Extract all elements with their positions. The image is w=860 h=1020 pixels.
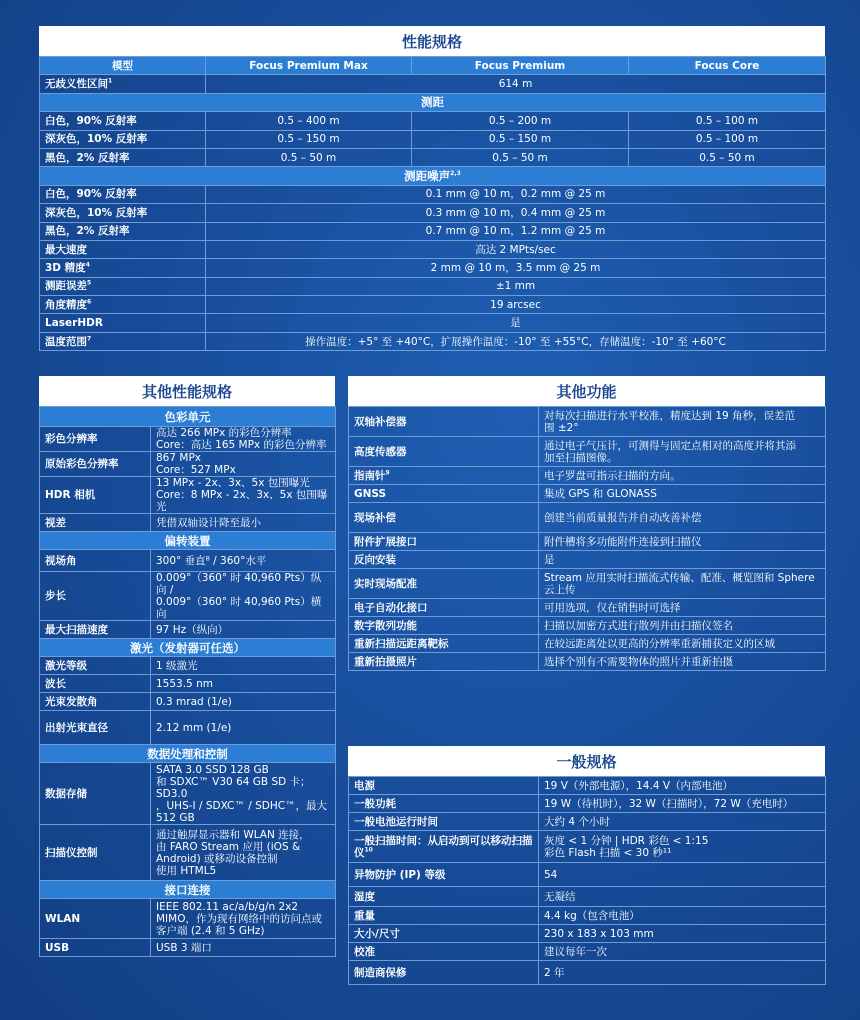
row-label-text: 最大扫描速度	[45, 623, 108, 636]
noise-row	[40, 314, 826, 332]
row-label-text: 深灰色，10% 反射率	[45, 133, 148, 146]
row-value-line: 高达 266 MPx 的彩色分辨率	[156, 427, 292, 439]
row-value-line: Stream 应用实时扫描流式传输、配准、概览图和 Sphere	[544, 571, 815, 584]
row-value-line: 0.009°（360° 时 40,960 Pts）纵向 /	[156, 572, 322, 596]
general-row	[349, 943, 826, 961]
function-row	[349, 485, 826, 503]
row-value-line: 19 W（待机时），32 W（扫描时），72 W（充电时）	[544, 797, 794, 810]
section-row	[40, 745, 336, 763]
noise-value: 操作温度：+5° 至 +40°C，扩展操作温度：-10° 至 +55°C，存储温度：-10° 至 +60°C	[206, 332, 826, 350]
row-value-line: 0.3 mrad (1/e)	[156, 695, 232, 708]
ranging-value: 0.5 – 50 m	[412, 148, 629, 166]
row-label	[349, 961, 539, 985]
row-label	[349, 503, 539, 533]
function-row	[349, 437, 826, 467]
row-label-text: 重新扫描远距离靶标	[354, 637, 449, 650]
function-row	[349, 407, 826, 437]
row-label	[40, 514, 151, 532]
row-label	[349, 617, 539, 635]
row-value	[539, 943, 826, 961]
row-label	[40, 621, 151, 639]
row-label	[349, 887, 539, 907]
header-cell: Focus Premium	[412, 57, 629, 75]
row-value	[151, 675, 336, 693]
row-label-text: 制造商保修	[354, 966, 407, 979]
row-value	[539, 599, 826, 617]
section-row	[40, 93, 826, 111]
row-value-line: 附件槽将多功能附件连接到扫描仪	[544, 535, 702, 548]
header-row	[40, 57, 826, 75]
row-value	[539, 467, 826, 485]
row-value-line: 由 FARO Stream 应用 (iOS &	[156, 840, 301, 853]
ranging-row	[40, 148, 826, 166]
row-label	[40, 550, 151, 572]
row-value-line: 2.12 mm (1/e)	[156, 721, 232, 734]
spec-row	[40, 621, 336, 639]
other-performance-title: 其他性能规格	[39, 376, 335, 406]
row-value-line: 在较远距离处以更高的分辨率重新捕获定义的区域	[544, 637, 775, 650]
row-value	[151, 763, 336, 825]
row-value-line: 230 x 183 x 103 mm	[544, 927, 654, 940]
noise-value: ±1 mm	[206, 277, 826, 295]
row-value	[151, 621, 336, 639]
row-value-line: Core：527 MPx	[156, 464, 236, 476]
ranging-value: 0.5 – 100 m	[629, 130, 826, 148]
noise-row	[40, 259, 826, 277]
general-spec-table	[348, 776, 826, 985]
noise-row	[40, 204, 826, 222]
ranging-value: 0.5 – 400 m	[206, 112, 412, 130]
noise-value: 是	[206, 314, 826, 332]
row-label	[349, 795, 539, 813]
row-value-line: 灰度 < 1 分钟 | HDR 彩色 < 1:15	[544, 834, 709, 847]
row-label-text: 扫描仪控制	[45, 846, 98, 859]
noise-value: 高达 2 MPts/sec	[206, 240, 826, 258]
row-value-line: 加至扫描图像。	[544, 451, 618, 464]
row-value	[151, 427, 336, 452]
function-row	[349, 653, 826, 671]
row-label	[40, 296, 206, 314]
row-label	[40, 204, 206, 222]
row-value-line: 扫描以加密方式进行散列并由扫描仪签名	[544, 619, 733, 632]
row-value-line: 使用 HTML5	[156, 864, 217, 877]
general-row	[349, 831, 826, 863]
spec-row	[40, 477, 336, 514]
row-value-line: 电子罗盘可指示扫描的方向。	[544, 469, 681, 482]
row-label-text: 黑色，2% 反射率	[45, 225, 130, 238]
row-label-text: 附件扩展接口	[354, 535, 417, 548]
row-label-text: 现场补偿	[354, 511, 396, 524]
noise-row	[40, 240, 826, 258]
spec-row	[40, 711, 336, 745]
row-label-text: 一般电池运行时间	[354, 815, 438, 828]
row-label	[40, 763, 151, 825]
row-label	[349, 635, 539, 653]
row-value-line: SATA 3.0 SSD 128 GB	[156, 763, 269, 776]
ranging-row	[40, 130, 826, 148]
row-label	[40, 572, 151, 621]
row-label	[40, 657, 151, 675]
header-cell: Focus Premium Max	[206, 57, 412, 75]
row-label	[40, 675, 151, 693]
noise-value: 0.3 mm @ 10 m，0.4 mm @ 25 m	[206, 204, 826, 222]
row-label	[40, 452, 151, 477]
row-value-line: 通过触屏显示器和 WLAN 连接，	[156, 828, 310, 841]
row-label	[349, 943, 539, 961]
row-value-line: 97 Hz（纵向）	[156, 623, 229, 636]
spec-row	[40, 939, 336, 957]
spec-row	[40, 657, 336, 675]
row-value-line: 54	[544, 868, 558, 881]
general-row	[349, 887, 826, 907]
row-label	[349, 467, 539, 485]
row-value-line: 通过电子气压计，可测得与固定点相对的高度并将其添	[544, 439, 796, 452]
row-value	[539, 831, 826, 863]
row-value	[151, 693, 336, 711]
row-value-line: 对每次扫描进行水平校准，精度达到 19 角秒，误差范	[544, 409, 796, 422]
row-label-text: 重量	[354, 909, 375, 922]
row-label-text: 深灰色，10% 反射率	[45, 206, 148, 219]
row-value-line: 0.009°（360° 时 40,960 Pts）横向	[156, 596, 322, 620]
footnote-mark: 9	[385, 469, 390, 476]
general-row	[349, 925, 826, 943]
performance-spec-title: 性能规格	[39, 26, 825, 56]
section-title: 色彩单元	[40, 407, 336, 427]
row-value-line: 凭借双轴设计降至最小	[156, 516, 261, 529]
row-label-text: HDR 相机	[45, 489, 96, 501]
row-value-line: 云上传	[544, 583, 576, 596]
row-label	[349, 569, 539, 599]
section-title: 偏转装置	[40, 532, 336, 550]
row-label-text: 电源	[354, 779, 375, 792]
row-label-text: 白色，90% 反射率	[45, 188, 137, 201]
row-label	[40, 185, 206, 203]
general-row	[349, 863, 826, 887]
noise-value: 0.1 mm @ 10 m，0.2 mm @ 25 m	[206, 185, 826, 203]
row-value-line: 300° 垂直⁸ / 360°水平	[156, 554, 267, 567]
footnote-mark: 4	[85, 261, 90, 269]
row-value	[539, 777, 826, 795]
noise-row	[40, 222, 826, 240]
header-cell: Focus Core	[629, 57, 826, 75]
row-label-text: 步长	[45, 590, 66, 602]
row-label	[349, 863, 539, 887]
row-label	[40, 939, 151, 957]
row-label	[349, 599, 539, 617]
row-label-text: 校准	[354, 945, 375, 958]
ranging-value: 0.5 – 50 m	[206, 148, 412, 166]
row-value	[539, 533, 826, 551]
ranging-value: 0.5 – 150 m	[412, 130, 629, 148]
ranging-value: 0.5 – 150 m	[206, 130, 412, 148]
row-value-line: Core：8 MPx - 2x、3x、5x 包围曝光	[156, 489, 328, 513]
row-value-line: 和 SDXC™ V30 64 GB SD 卡；SD3.0	[156, 775, 311, 800]
section-title: 激光（发射器可任选）	[40, 639, 336, 657]
row-value-line: 2 年	[544, 966, 565, 979]
row-value-line: Core：高达 165 MPx 的彩色分辨率	[156, 439, 327, 451]
general-row	[349, 961, 826, 985]
row-value-line: 13 MPx - 2x、3x、5x 包围曝光	[156, 477, 310, 489]
row-label-text: 异物防护 (IP) 等级	[354, 868, 446, 881]
row-label-text: 大小/尺寸	[354, 927, 400, 940]
row-label	[349, 485, 539, 503]
row-value-line: 集成 GPS 和 GLONASS	[544, 487, 657, 500]
other-performance-panel	[39, 376, 335, 957]
row-value-line: USB 3 端口	[156, 941, 212, 954]
row-label	[349, 925, 539, 943]
footnote-mark: 1	[108, 77, 113, 85]
row-value	[151, 550, 336, 572]
ambiguity-value: 614 m	[206, 75, 826, 93]
row-value	[539, 485, 826, 503]
row-label-text: 视差	[45, 516, 66, 529]
row-value	[539, 961, 826, 985]
performance-spec-panel	[39, 26, 825, 351]
row-label	[40, 112, 206, 130]
spec-row	[40, 427, 336, 452]
section-row	[40, 881, 336, 899]
row-label-text: 重新拍摄照片	[354, 655, 417, 668]
performance-spec-table	[39, 56, 826, 351]
row-label	[40, 427, 151, 452]
row-label-text: 测距误差	[45, 280, 87, 293]
row-value	[539, 863, 826, 887]
row-label	[40, 332, 206, 350]
spec-row	[40, 899, 336, 939]
row-value-line: 围 ±2°	[544, 421, 579, 434]
row-value	[539, 503, 826, 533]
row-label-text: 彩色分辨率	[45, 433, 98, 445]
function-row	[349, 533, 826, 551]
general-spec-title: 一般规格	[348, 746, 825, 776]
row-value	[539, 795, 826, 813]
function-row	[349, 551, 826, 569]
row-label-text: 视场角	[45, 554, 77, 567]
function-row	[349, 503, 826, 533]
row-label	[349, 813, 539, 831]
row-value-line: 1 级激光	[156, 659, 198, 672]
section-row	[40, 407, 336, 427]
row-value	[151, 711, 336, 745]
row-value-line: IEEE 802.11 ac/a/b/g/n 2x2	[156, 900, 299, 913]
row-label	[349, 407, 539, 437]
row-label	[349, 533, 539, 551]
row-label-text: 原始彩色分辨率	[45, 458, 119, 470]
section-title: 数据处理和控制	[40, 745, 336, 763]
row-label-text: 激光等级	[45, 659, 87, 672]
other-functions-table	[348, 406, 826, 671]
general-row	[349, 777, 826, 795]
row-label-text: USB	[45, 941, 70, 954]
section-row	[40, 639, 336, 657]
function-row	[349, 467, 826, 485]
row-label-text: LaserHDR	[45, 317, 103, 330]
row-label	[40, 693, 151, 711]
spec-row	[40, 550, 336, 572]
footnote-mark: 10	[364, 846, 373, 853]
row-value	[151, 657, 336, 675]
row-label-text: 无歧义性区间	[45, 78, 108, 91]
row-value	[539, 887, 826, 907]
general-row	[349, 813, 826, 831]
row-value	[151, 514, 336, 532]
row-value	[539, 437, 826, 467]
row-value	[151, 572, 336, 621]
row-label-text: GNSS	[354, 487, 387, 500]
other-functions-panel	[348, 376, 825, 671]
row-value-line: 大约 4 个小时	[544, 815, 610, 828]
spec-row	[40, 825, 336, 881]
row-label-text: 白色，90% 反射率	[45, 114, 137, 127]
row-label-text: 电子自动化接口	[354, 601, 428, 614]
row-value	[151, 477, 336, 514]
row-label	[40, 711, 151, 745]
spec-row	[40, 763, 336, 825]
row-label-text: 高度传感器	[354, 445, 407, 458]
row-value-line: MIMO，作为现有网络中的访问点或	[156, 912, 322, 925]
row-value	[539, 813, 826, 831]
row-value	[539, 653, 826, 671]
section-title: 接口连接	[40, 881, 336, 899]
row-label	[40, 240, 206, 258]
other-performance-table	[39, 406, 336, 957]
row-value	[151, 825, 336, 881]
row-value-line: 可用选项，仅在销售时可选择	[544, 601, 681, 614]
row-label-text: 波长	[45, 677, 66, 690]
row-label-text: 黑色，2% 反射率	[45, 151, 130, 164]
row-value	[539, 925, 826, 943]
row-label	[40, 314, 206, 332]
row-value-line: 选择个别有不需要物体的照片并重新拍摄	[544, 655, 733, 668]
footnote-mark: 5	[87, 279, 92, 287]
ambiguity-row	[40, 75, 826, 93]
row-value-line: 是	[544, 553, 555, 566]
row-label	[40, 259, 206, 277]
row-value-line: 867 MPx	[156, 452, 201, 464]
row-label-text: 湿度	[354, 890, 375, 903]
noise-section-text: 测距噪声	[404, 169, 451, 184]
row-value	[151, 899, 336, 939]
row-value-line: 彩色 Flash 扫描 < 30 秒¹¹	[544, 846, 672, 859]
row-value-line: 512 GB	[156, 811, 195, 824]
row-label-text: 反向安装	[354, 553, 396, 566]
row-value-line: 客户端 (2.4 和 5 GHz)	[156, 924, 265, 937]
row-label	[349, 551, 539, 569]
general-row	[349, 795, 826, 813]
row-value	[539, 907, 826, 925]
row-value-line: 19 V（外部电源），14.4 V（内部电池）	[544, 779, 734, 792]
general-spec-panel	[348, 746, 825, 985]
ranging-value: 0.5 – 50 m	[629, 148, 826, 166]
row-label-text: 出射光束直径	[45, 721, 108, 734]
row-value-line: 1553.5 nm	[156, 677, 213, 690]
spec-row	[40, 572, 336, 621]
noise-row	[40, 332, 826, 350]
footnote-mark: 6	[87, 298, 92, 306]
row-value-line: 建议每年一次	[544, 945, 607, 958]
row-label-text: 实时现场配准	[354, 577, 417, 590]
function-row	[349, 635, 826, 653]
row-label-text: 数据存储	[45, 787, 87, 800]
function-row	[349, 599, 826, 617]
row-label-text: 数字散列功能	[354, 619, 417, 632]
row-value	[151, 939, 336, 957]
noise-row	[40, 277, 826, 295]
section-row	[40, 532, 336, 550]
row-value	[151, 452, 336, 477]
row-label-text: 温度范围	[45, 335, 87, 348]
row-label-text: 一般功耗	[354, 797, 396, 810]
row-label-text: 3D 精度	[45, 261, 86, 274]
row-value	[539, 635, 826, 653]
row-label	[349, 907, 539, 925]
noise-value: 19 arcsec	[206, 296, 826, 314]
spec-row	[40, 693, 336, 711]
row-label-text: 光束发散角	[45, 695, 98, 708]
row-value-line: 无凝结	[544, 890, 576, 903]
row-label-text: 最大速度	[45, 243, 87, 256]
row-label	[40, 222, 206, 240]
ranging-row	[40, 112, 826, 130]
row-label-text: WLAN	[45, 912, 81, 925]
noise-value: 2 mm @ 10 m，3.5 mm @ 25 m	[206, 259, 826, 277]
spec-row	[40, 675, 336, 693]
row-value-line: ，UHS-I / SDXC™ / SDHC™，最大	[156, 799, 328, 812]
row-label-text: 一般扫描时间：从启动到可以移动扫描仪	[354, 834, 533, 859]
section-row	[40, 167, 826, 185]
row-value	[539, 551, 826, 569]
row-label	[40, 899, 151, 939]
row-value-line: 4.4 kg（包含电池）	[544, 909, 640, 922]
spec-row	[40, 514, 336, 532]
header-cell: 模型	[40, 57, 206, 75]
spec-row	[40, 452, 336, 477]
row-label	[40, 148, 206, 166]
row-label-text: 双轴补偿器	[354, 415, 407, 428]
row-label	[349, 777, 539, 795]
row-label	[40, 477, 151, 514]
row-label	[40, 75, 206, 93]
function-row	[349, 569, 826, 599]
row-value-line: Android) 或移动设备控制	[156, 852, 278, 865]
row-value	[539, 617, 826, 635]
row-value	[539, 407, 826, 437]
ranging-value: 0.5 – 100 m	[629, 112, 826, 130]
function-row	[349, 617, 826, 635]
row-label-text: 角度精度	[45, 298, 87, 311]
noise-section-title	[40, 167, 826, 185]
row-value-line: 创建当前质量报告并自动改善补偿	[544, 511, 702, 524]
row-label-text: 指南针	[354, 469, 386, 482]
row-label	[40, 825, 151, 881]
footnote-mark: 2,3	[450, 170, 461, 178]
noise-row	[40, 296, 826, 314]
noise-row	[40, 185, 826, 203]
footnote-mark: 7	[87, 335, 92, 343]
general-row	[349, 907, 826, 925]
row-value	[539, 569, 826, 599]
ranging-value: 0.5 – 200 m	[412, 112, 629, 130]
other-functions-title: 其他功能	[348, 376, 825, 406]
row-label	[349, 653, 539, 671]
row-label	[349, 831, 539, 863]
ranging-section-title: 测距	[40, 93, 826, 111]
noise-value: 0.7 mm @ 10 m，1.2 mm @ 25 m	[206, 222, 826, 240]
row-label	[40, 130, 206, 148]
row-label	[349, 437, 539, 467]
row-label	[40, 277, 206, 295]
